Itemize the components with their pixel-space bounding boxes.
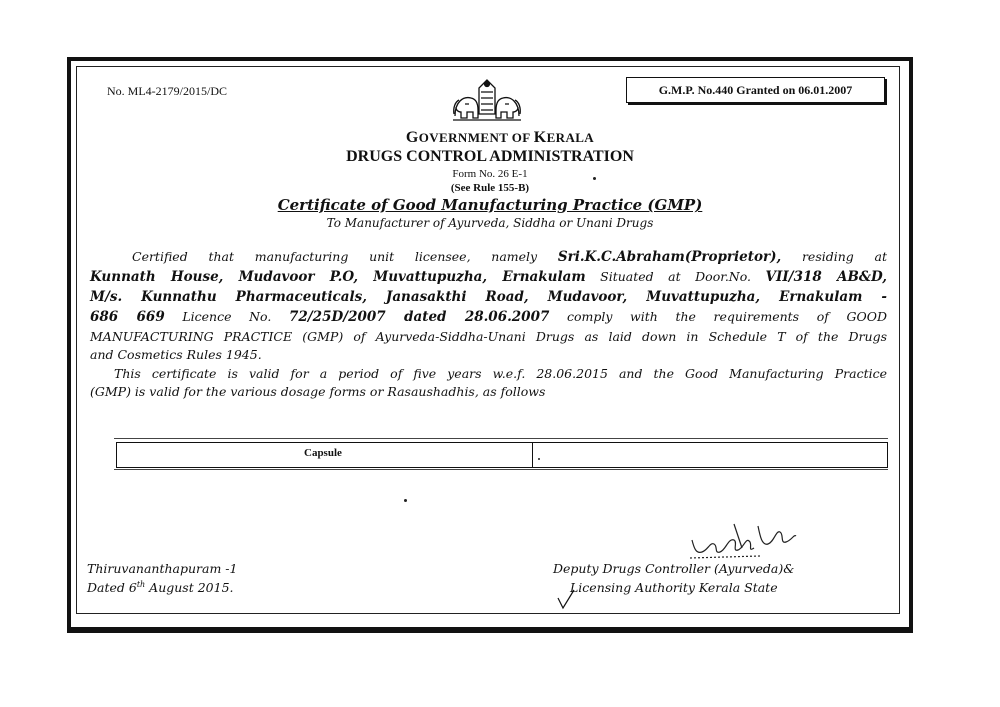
- pin-code: 686 669: [90, 309, 165, 325]
- kerala-emblem-icon: [451, 74, 523, 124]
- body-line-8: (GMP) is valid for the various dosage forms or Rasaushadhis, as follows: [90, 384, 546, 399]
- body-line-1: Certified that manufacturing unit licensee, namely Sri.K.C.Abraham(Proprietor), residing at: [132, 249, 888, 265]
- department-heading: DRUGS CONTROL ADMINISTRATION: [346, 148, 634, 165]
- signature-icon: [684, 518, 804, 563]
- document-number: No. ML4-2179/2015/DC: [107, 84, 227, 98]
- firm-name-address: M/s. Kunnathu Pharmaceuticals, Janasakthi Road, Mudavoor, Muvattupuzha, Ernakulam -: [90, 289, 887, 305]
- body-line-6: and Cosmetics Rules 1945.: [90, 347, 262, 362]
- licence-number-date: 72/25D/2007 dated 28.06.2007: [288, 309, 550, 325]
- issue-date: Dated 6th August 2015.: [87, 580, 234, 596]
- table-cell-divider: [532, 443, 533, 467]
- government-heading: GOVERNMENT OF KERALA: [405, 129, 595, 146]
- licensee-name: Sri.K.C.Abraham(Proprietor),: [557, 249, 782, 265]
- body-line-4: 686 669 Licence No. 72/25D/2007 dated 28.06.2007 comply with the requirements of GOOD: [90, 309, 887, 325]
- check-mark-icon: [556, 588, 578, 612]
- dosage-form-table: [116, 442, 888, 468]
- certificate-title: Certificate of Good Manufacturing Practice (GMP): [277, 196, 703, 214]
- body-line-2: Kunnath House, Mudavoor P.O, Muvattupuzha, Ernakulam Situated at Door.No. VII/318 AB&D,: [90, 269, 887, 285]
- place-of-issue: Thiruvananthapuram -1: [87, 561, 238, 576]
- door-number: VII/318 AB&D,: [765, 269, 887, 285]
- officer-designation: Deputy Drugs Controller (Ayurveda)&: [553, 561, 795, 576]
- body-line-3: [90, 287, 887, 307]
- gmp-number-box: [626, 77, 885, 103]
- rule-reference: (See Rule 155-B): [450, 182, 530, 194]
- body-line-5: MANUFACTURING PRACTICE (GMP) of Ayurveda-Siddha-Unani Drugs as laid down in Schedule T of the Drugs: [90, 329, 887, 344]
- body-line-7: This certificate is valid for a period of five years w.e.f. 28.06.2015 and the Good Manufacturing Practice: [114, 366, 887, 381]
- ink-dot: [404, 499, 407, 502]
- licensing-authority: Licensing Authority Kerala State: [570, 580, 778, 595]
- form-number: Form No. 26 E-1: [452, 168, 528, 180]
- dosage-form-cell: Capsule: [304, 447, 342, 459]
- ink-dot: [593, 177, 596, 180]
- ink-dot: [538, 458, 540, 460]
- certificate-subtitle: To Manufacturer of Ayurveda, Siddha or Unani Drugs: [326, 216, 654, 230]
- licensee-address: Kunnath House, Mudavoor P.O, Muvattupuzha, Ernakulam: [90, 269, 586, 285]
- gmp-number: G.M.P. No.440 Granted on 06.01.2007: [658, 82, 853, 97]
